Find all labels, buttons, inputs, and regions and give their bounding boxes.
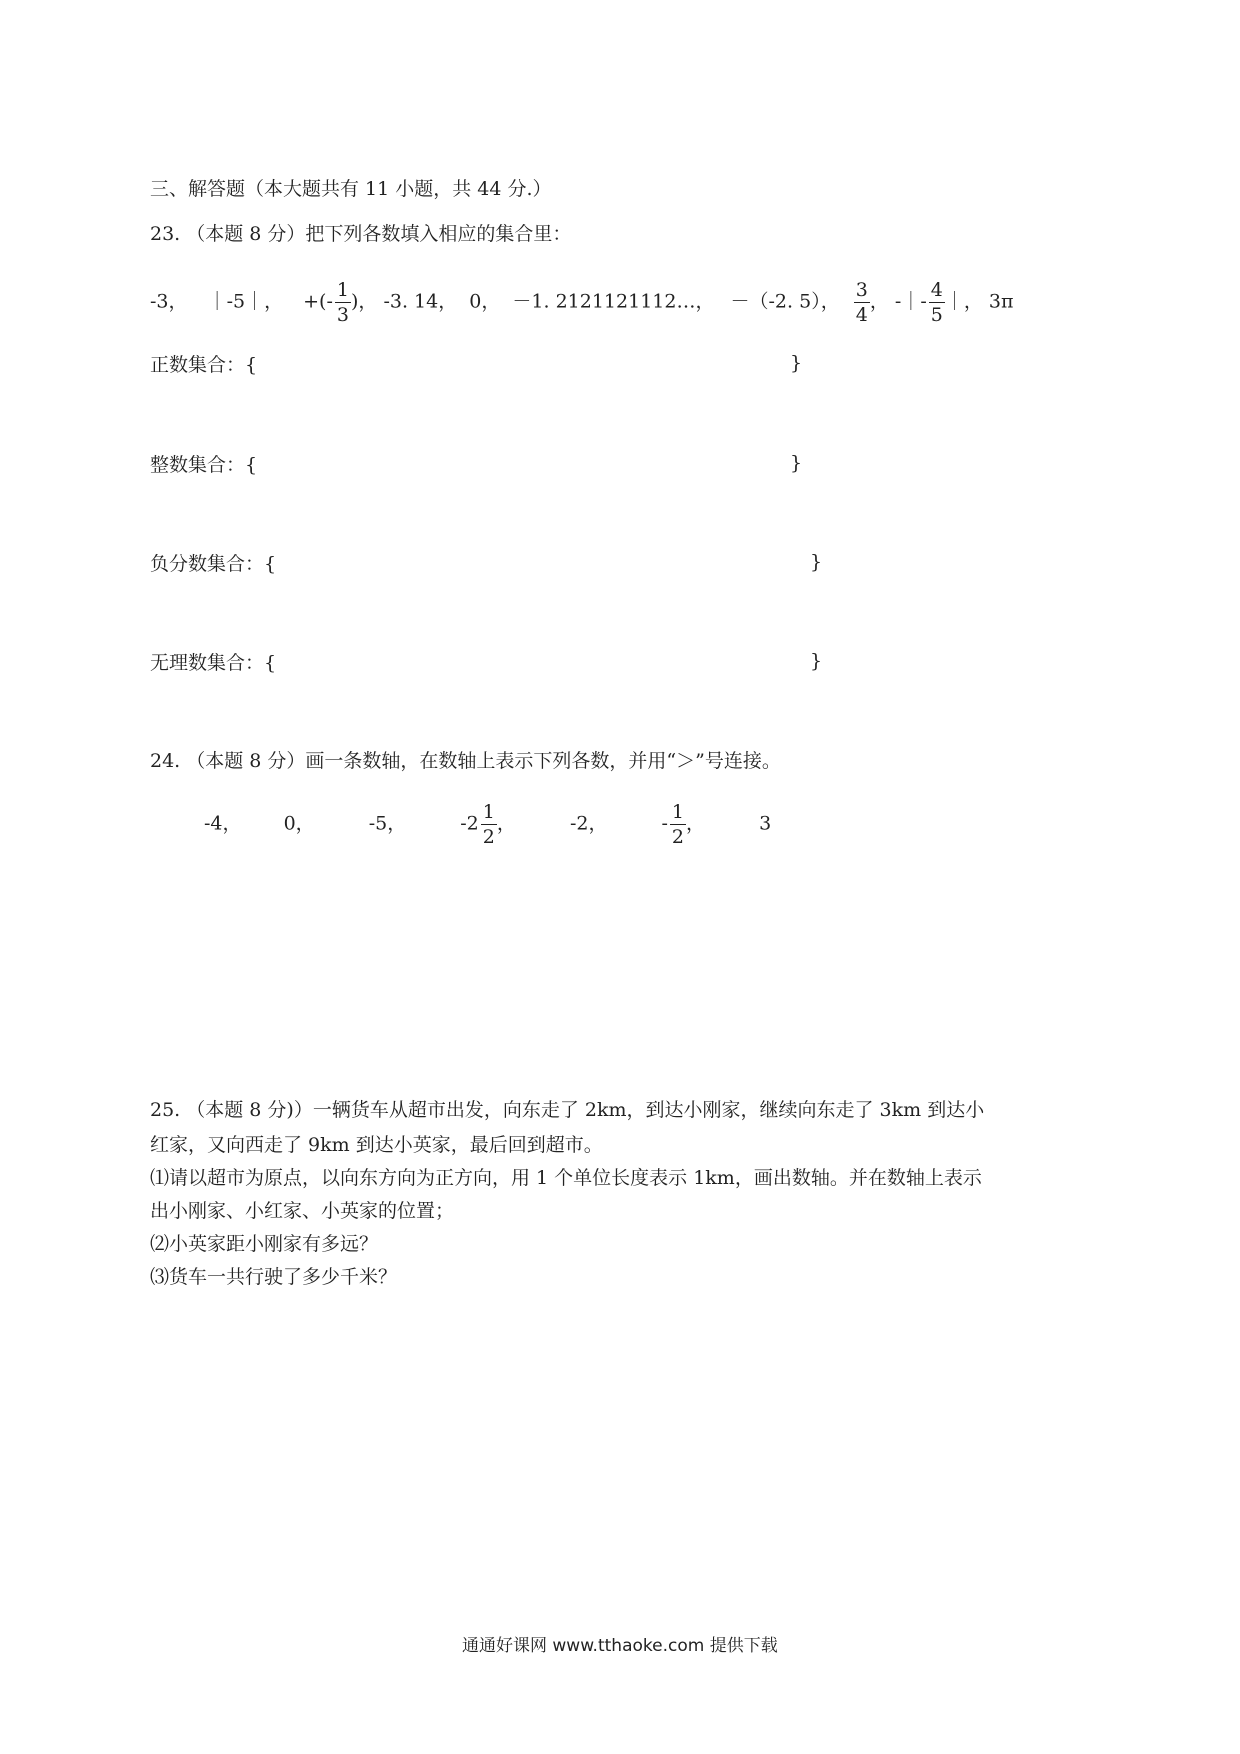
- q23-num-i-pre: -｜-: [894, 290, 927, 313]
- q23-num-f: －1. 2121121112…，: [512, 290, 715, 313]
- q23-num-g: －（-2. 5），: [730, 290, 840, 313]
- q25-line-4: 出小刚家、小红家、小英家的位置；: [150, 1200, 455, 1222]
- q25-line-5: ⑵小英家距小刚家有多远？: [150, 1233, 379, 1255]
- q23-fraction-three-quarters: $\frac{3}{4}$: [855, 279, 868, 326]
- q23-fraction-four-fifths: $\frac{4}{5}$: [930, 279, 943, 326]
- q25-line-1: 25. （本题 8 分)）一辆货车从超市出发，向东走了 2km，到达小刚家，继续向东走了 3km 到达小: [150, 1099, 985, 1121]
- q23-num-c-post: )，: [350, 290, 378, 313]
- set-irrational-label: 无理数集合：{: [150, 652, 277, 674]
- set-positive-label: 正数集合：{: [150, 354, 258, 376]
- q24-num-f-pre: -: [661, 812, 668, 835]
- set-positive-close: }: [790, 352, 803, 374]
- q23-fraction-one-third: $\frac{1}{3}$: [336, 279, 349, 326]
- q25-line-6: ⑶货车一共行驶了多少千米？: [150, 1266, 398, 1288]
- set-negative-fraction-close: }: [810, 551, 823, 573]
- q23-num-j: 3π: [988, 290, 1014, 313]
- footer-credit: 通通好课网 www.tthaoke.com 提供下载: [462, 1636, 778, 1656]
- q24-num-d-post: ，: [496, 812, 516, 835]
- q23-num-c-pre: +(-: [303, 290, 333, 313]
- q25-line-2: 红家，又向西走了 9km 到达小英家，最后回到超市。: [150, 1134, 603, 1156]
- q24-num-c: -5，: [368, 812, 407, 835]
- q24-prompt: 24. （本题 8 分）画一条数轴，在数轴上表示下列各数，并用“＞”号连接。: [150, 750, 781, 772]
- q23-num-a: -3，: [150, 290, 188, 313]
- q24-num-d-pre: -2: [460, 812, 479, 835]
- q23-num-d: -3. 14，: [383, 290, 458, 313]
- q24-fraction-half-b: $\frac{1}{2}$: [671, 801, 685, 848]
- set-integer-close: }: [790, 452, 803, 474]
- set-integer-label: 整数集合：{: [150, 454, 258, 476]
- q23-num-e: 0，: [469, 290, 501, 313]
- q23-number-list: [150, 278, 1013, 327]
- q23-num-i-post: ｜，: [944, 290, 983, 313]
- q24-num-f-post: ，: [686, 812, 706, 835]
- section-title: 三、解答题（本大题共有 11 小题，共 44 分.）: [150, 178, 552, 200]
- q24-num-e: -2，: [569, 812, 608, 835]
- q24-number-list: [204, 800, 771, 849]
- q24-num-b: 0，: [283, 812, 315, 835]
- q23-num-h-post: ，: [869, 290, 889, 313]
- q24-num-a: -4，: [204, 812, 242, 835]
- q23-prompt: 23. （本题 8 分）把下列各数填入相应的集合里：: [150, 223, 572, 245]
- q24-num-g: 3: [759, 812, 772, 835]
- set-irrational-close: }: [810, 650, 823, 672]
- set-negative-fraction-label: 负分数集合：{: [150, 553, 277, 575]
- q23-num-b: ｜-5｜，: [207, 290, 284, 313]
- q24-fraction-half-a: $\frac{1}{2}$: [482, 801, 495, 848]
- q25-line-3: ⑴请以超市为原点，以向东方向为正方向，用 1 个单位长度表示 1km，画出数轴。并在数轴上表示: [150, 1167, 982, 1189]
